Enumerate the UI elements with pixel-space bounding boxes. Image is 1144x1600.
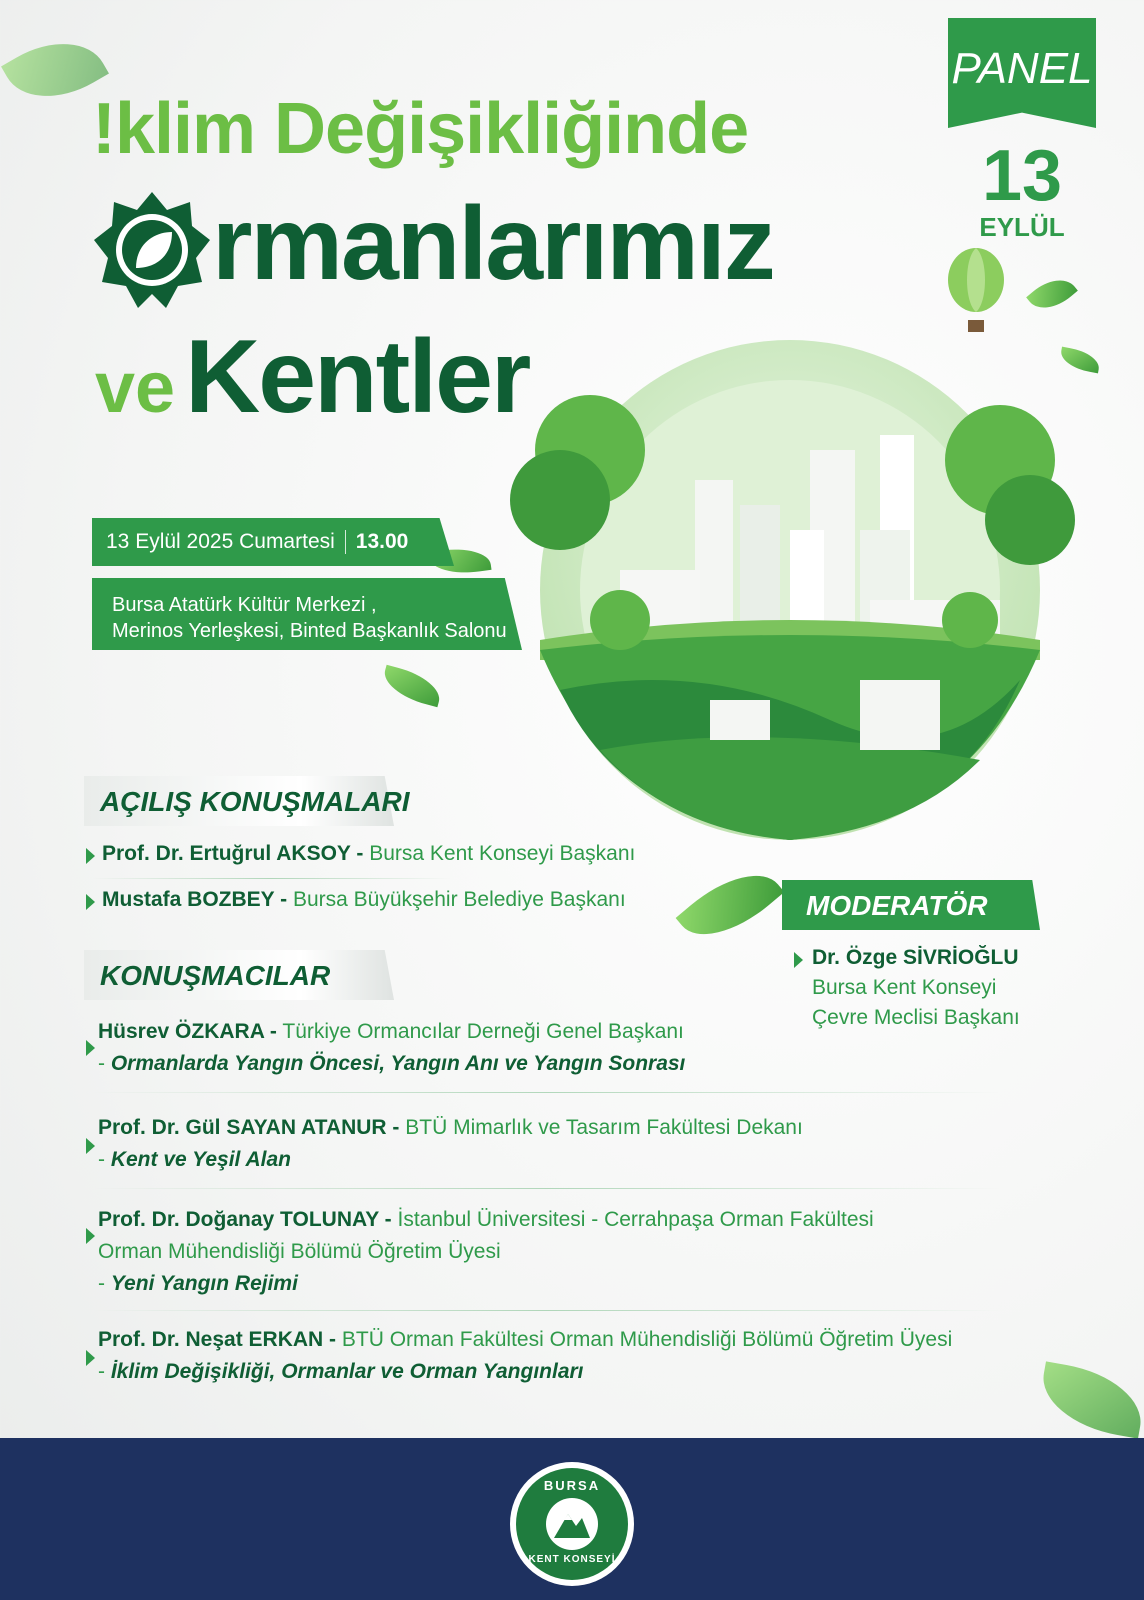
speaker-4-topic (98, 1360, 584, 1384)
event-date-time (106, 530, 408, 554)
title-line3 (95, 318, 529, 437)
speaker-4 (98, 1328, 952, 1352)
bullet-arrow-icon (86, 1228, 95, 1244)
moderator-name: Dr. Özge SİVRİOĞLU (812, 946, 1019, 969)
speaker-topic: Kent ve Yeşil Alan (110, 1148, 291, 1171)
eco-city-illustration (500, 300, 1080, 870)
speaker-topic: Yeni Yangın Rejimi (110, 1272, 298, 1295)
venue-line1: Bursa Atatürk Kültür Merkezi , (112, 594, 377, 616)
speaker-name: Prof. Dr. Ertuğrul AKSOY - (102, 842, 364, 865)
panel-label: PANEL (951, 44, 1093, 93)
hot-air-balloon-icon (946, 248, 1006, 338)
speaker-name: Mustafa BOZBEY - (102, 888, 288, 911)
leaf-decoration (379, 665, 444, 708)
leaf-decoration (1036, 1361, 1144, 1438)
opening-speaker-1 (102, 842, 635, 866)
logo-bottom-text: KENT KONSEYİ (528, 1554, 616, 1565)
divider (92, 878, 452, 879)
speaker-topic: Ormanlarda Yangın Öncesi, Yangın Anı ve Yangın Sonrası (110, 1052, 686, 1075)
bullet-arrow-icon (86, 1350, 95, 1366)
title-ve: ve (95, 348, 176, 428)
title-kentler: Kentler (185, 319, 530, 435)
speaker-3-topic (98, 1272, 298, 1296)
speaker-3-role-line2: Orman Mühendisliği Bölümü Öğretim Üyesi (98, 1240, 501, 1263)
moderator-role-line2: Çevre Meclisi Başkanı (812, 1006, 1020, 1029)
event-time: 13.00 (355, 530, 409, 553)
topic-prefix: - (98, 1052, 111, 1075)
bullet-arrow-icon (86, 894, 95, 910)
speaker-1 (98, 1020, 684, 1044)
speaker-topic: İklim Değişikliği, Ormanlar ve Orman Yangınları (110, 1360, 584, 1383)
bullet-arrow-icon (86, 1138, 95, 1154)
panel-month: EYLÜL (979, 212, 1065, 242)
divider (92, 1092, 1002, 1093)
forest-logo-icon (92, 190, 212, 310)
speaker-3 (98, 1208, 874, 1232)
speaker-2 (98, 1116, 803, 1140)
logo-mountain-icon (552, 1506, 592, 1540)
title-line1: !klim Değişikliğinde (92, 89, 749, 169)
moderator-role-line1: Bursa Kent Konseyi (812, 976, 997, 999)
bullet-arrow-icon (86, 848, 95, 864)
speaker-role: Türkiye Ormancılar Derneği Genel Başkanı (282, 1020, 684, 1043)
speaker-name: Hüsrev ÖZKARA - (98, 1020, 277, 1043)
speaker-2-topic (98, 1148, 291, 1172)
topic-prefix: - (98, 1360, 111, 1383)
divider (92, 1188, 1002, 1189)
panel-day: 13 (981, 136, 1063, 216)
speaker-role: BTÜ Orman Fakültesi Orman Mühendisliği Bölümü Öğretim Üyesi (341, 1328, 953, 1351)
moderator-heading: MODERATÖR (806, 890, 988, 921)
speaker-1-topic (98, 1052, 685, 1076)
date-separator (345, 530, 346, 554)
speaker-name: Prof. Dr. Neşat ERKAN - (98, 1328, 337, 1351)
speaker-role: Bursa Kent Konseyi Başkanı (369, 842, 636, 865)
topic-prefix: - (98, 1272, 111, 1295)
logo-top-text: BURSA (543, 1478, 601, 1493)
speaker-name: Prof. Dr. Doğanay TOLUNAY - (98, 1208, 392, 1231)
topic-prefix: - (98, 1148, 111, 1171)
bullet-arrow-icon (794, 952, 803, 968)
venue-line2: Merinos Yerleşkesi, Binted Başkanlık Salonu (112, 620, 507, 642)
divider (92, 1310, 1002, 1311)
title-line2-text: rmanlarımız (212, 186, 774, 302)
speakers-heading: KONUŞMACILAR (100, 960, 331, 991)
speaker-name: Prof. Dr. Gül SAYAN ATANUR - (98, 1116, 400, 1139)
speaker-role: Bursa Büyükşehir Belediye Başkanı (292, 888, 626, 911)
speaker-role: BTÜ Mimarlık ve Tasarım Fakültesi Dekanı (405, 1116, 803, 1139)
event-date: 13 Eylül 2025 Cumartesi (106, 530, 335, 553)
opening-heading: AÇILIŞ KONUŞMALARI (100, 786, 410, 817)
opening-speaker-2 (102, 888, 626, 912)
bullet-arrow-icon (86, 1040, 95, 1056)
speaker-role: İstanbul Üniversitesi - Cerrahpaşa Orman Fakültesi (397, 1208, 874, 1231)
